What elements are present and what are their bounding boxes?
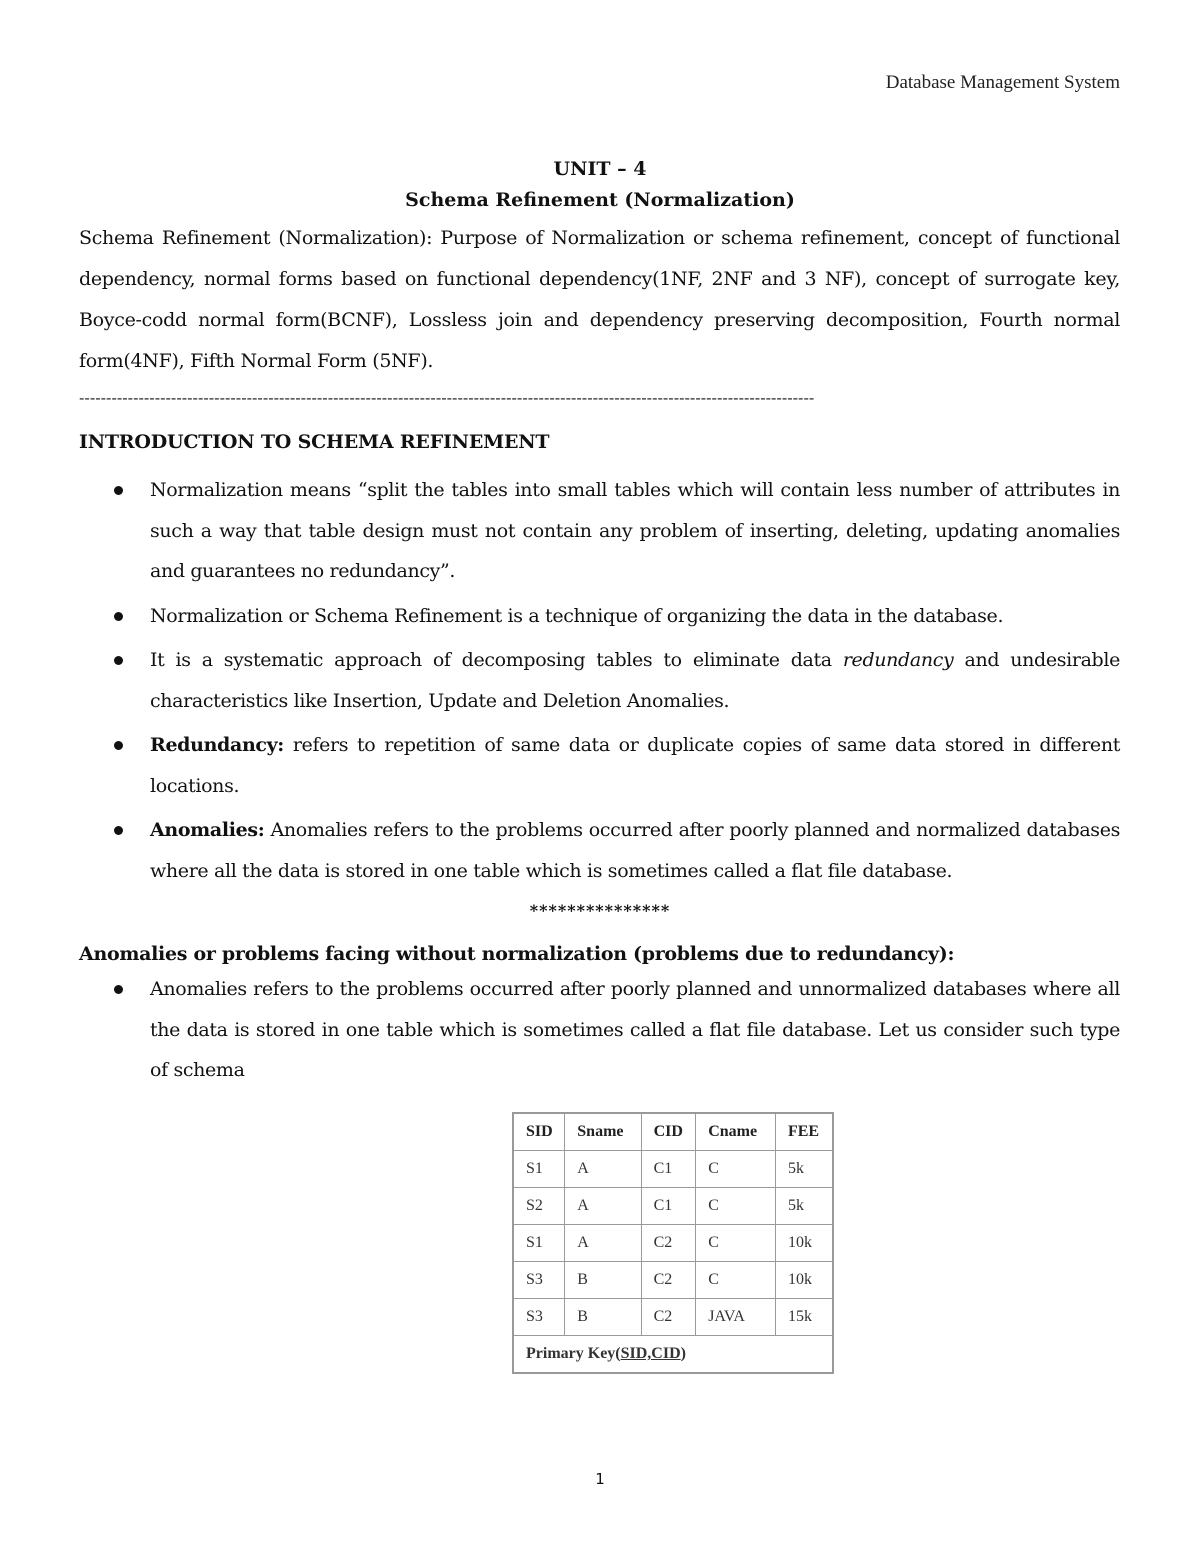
relation-table: [512, 1112, 834, 1374]
section-heading-intro: INTRODUCTION TO SCHEMA REFINEMENT: [79, 431, 550, 453]
emphasis-redundancy: redundancy: [842, 649, 954, 671]
table-cell: C: [696, 1188, 776, 1225]
list-item: It is a systematic approach of decomposing tables to eliminate data redundancy and undesirable characteristics like Insertion, Update and Deletion Anomalies.: [79, 640, 1120, 721]
primary-key-caption: Primary Key(SID,CID): [513, 1336, 833, 1374]
table-cell: S1: [513, 1225, 565, 1262]
relation-table-figure: [512, 1112, 834, 1374]
list-item: Normalization or Schema Refinement is a technique of organizing the data in the database.: [79, 596, 1120, 637]
page-title: Schema Refinement (Normalization): [405, 189, 795, 211]
table-cell: B: [565, 1299, 641, 1336]
table-row: [513, 1262, 833, 1299]
running-header: Database Management System: [885, 72, 1120, 93]
table-cell: C2: [641, 1299, 696, 1336]
bullet-icon: [114, 656, 123, 665]
anomalies-bullet-list: [79, 969, 1120, 1091]
bullet-icon: [114, 612, 123, 621]
table-cell: B: [565, 1262, 641, 1299]
table-cell: 5k: [775, 1188, 833, 1225]
table-cell: A: [565, 1188, 641, 1225]
list-item: Normalization means “split the tables into small tables which will contain less number of attributes in such a way that table design must not contain any problem of inserting, deleting, updating anomalies and guarantees no redundancy”.: [79, 470, 1120, 592]
table-cell: C: [696, 1151, 776, 1188]
bullet-icon: [114, 985, 123, 994]
table-row: [513, 1151, 833, 1188]
table-cell: C: [696, 1225, 776, 1262]
table-cell: S3: [513, 1299, 565, 1336]
section-divider-stars: ***************: [529, 901, 671, 920]
column-header: Sname: [565, 1113, 641, 1151]
list-item: Redundancy: refers to repetition of same data or duplicate copies of same data stored in different locations.: [79, 725, 1120, 806]
list-item: Anomalies: Anomalies refers to the problems occurred after poorly planned and normalized databases where all the data is stored in one table which is sometimes called a flat file database.: [79, 810, 1120, 891]
table-cell: C1: [641, 1188, 696, 1225]
separator-line: ----------------------------------------------------------------------------------------------------------------------------------------: [79, 388, 815, 407]
term-label: Redundancy:: [150, 734, 284, 756]
list-item: Anomalies refers to the problems occurred after poorly planned and unnormalized databases where all the data is stored in one table which is sometimes called a flat file database. Let us consider such type of schema: [79, 969, 1120, 1091]
section-heading-anomalies: Anomalies or problems facing without normalization (problems due to redundancy):: [79, 943, 955, 965]
syllabus-paragraph: Schema Refinement (Normalization): Purpose of Normalization or schema refinement, concept of functional dependency, normal forms based on functional dependency(1NF, 2NF and 3 NF), concept of surrogate key, Boyce-codd normal form(BCNF), Lossless join and dependency preserving decomposition, Fourth normal form(4NF), Fifth Normal Form (5NF).: [79, 227, 1120, 372]
table-cell: A: [565, 1151, 641, 1188]
primary-key-row: [513, 1336, 833, 1374]
column-header: SID: [513, 1113, 565, 1151]
table-cell: C2: [641, 1225, 696, 1262]
column-header: CID: [641, 1113, 696, 1151]
table-row: [513, 1299, 833, 1336]
column-header: Cname: [696, 1113, 776, 1151]
page-number: 1: [595, 1470, 605, 1488]
table-cell: JAVA: [696, 1299, 776, 1336]
table-row: [513, 1225, 833, 1262]
table-cell: S3: [513, 1262, 565, 1299]
bullet-icon: [114, 486, 123, 495]
table-cell: 10k: [775, 1225, 833, 1262]
table-header-row: [513, 1113, 833, 1151]
table-cell: 15k: [775, 1299, 833, 1336]
term-label: Anomalies:: [150, 819, 265, 841]
table-cell: C1: [641, 1151, 696, 1188]
table-cell: C2: [641, 1262, 696, 1299]
bullet-icon: [114, 826, 123, 835]
table-cell: C: [696, 1262, 776, 1299]
column-header: FEE: [775, 1113, 833, 1151]
intro-bullet-list: [79, 470, 1120, 895]
bullet-icon: [114, 741, 123, 750]
table-cell: S2: [513, 1188, 565, 1225]
unit-title: UNIT – 4: [553, 158, 647, 180]
table-row: [513, 1188, 833, 1225]
table-cell: A: [565, 1225, 641, 1262]
table-cell: 10k: [775, 1262, 833, 1299]
table-cell: 5k: [775, 1151, 833, 1188]
table-cell: S1: [513, 1151, 565, 1188]
